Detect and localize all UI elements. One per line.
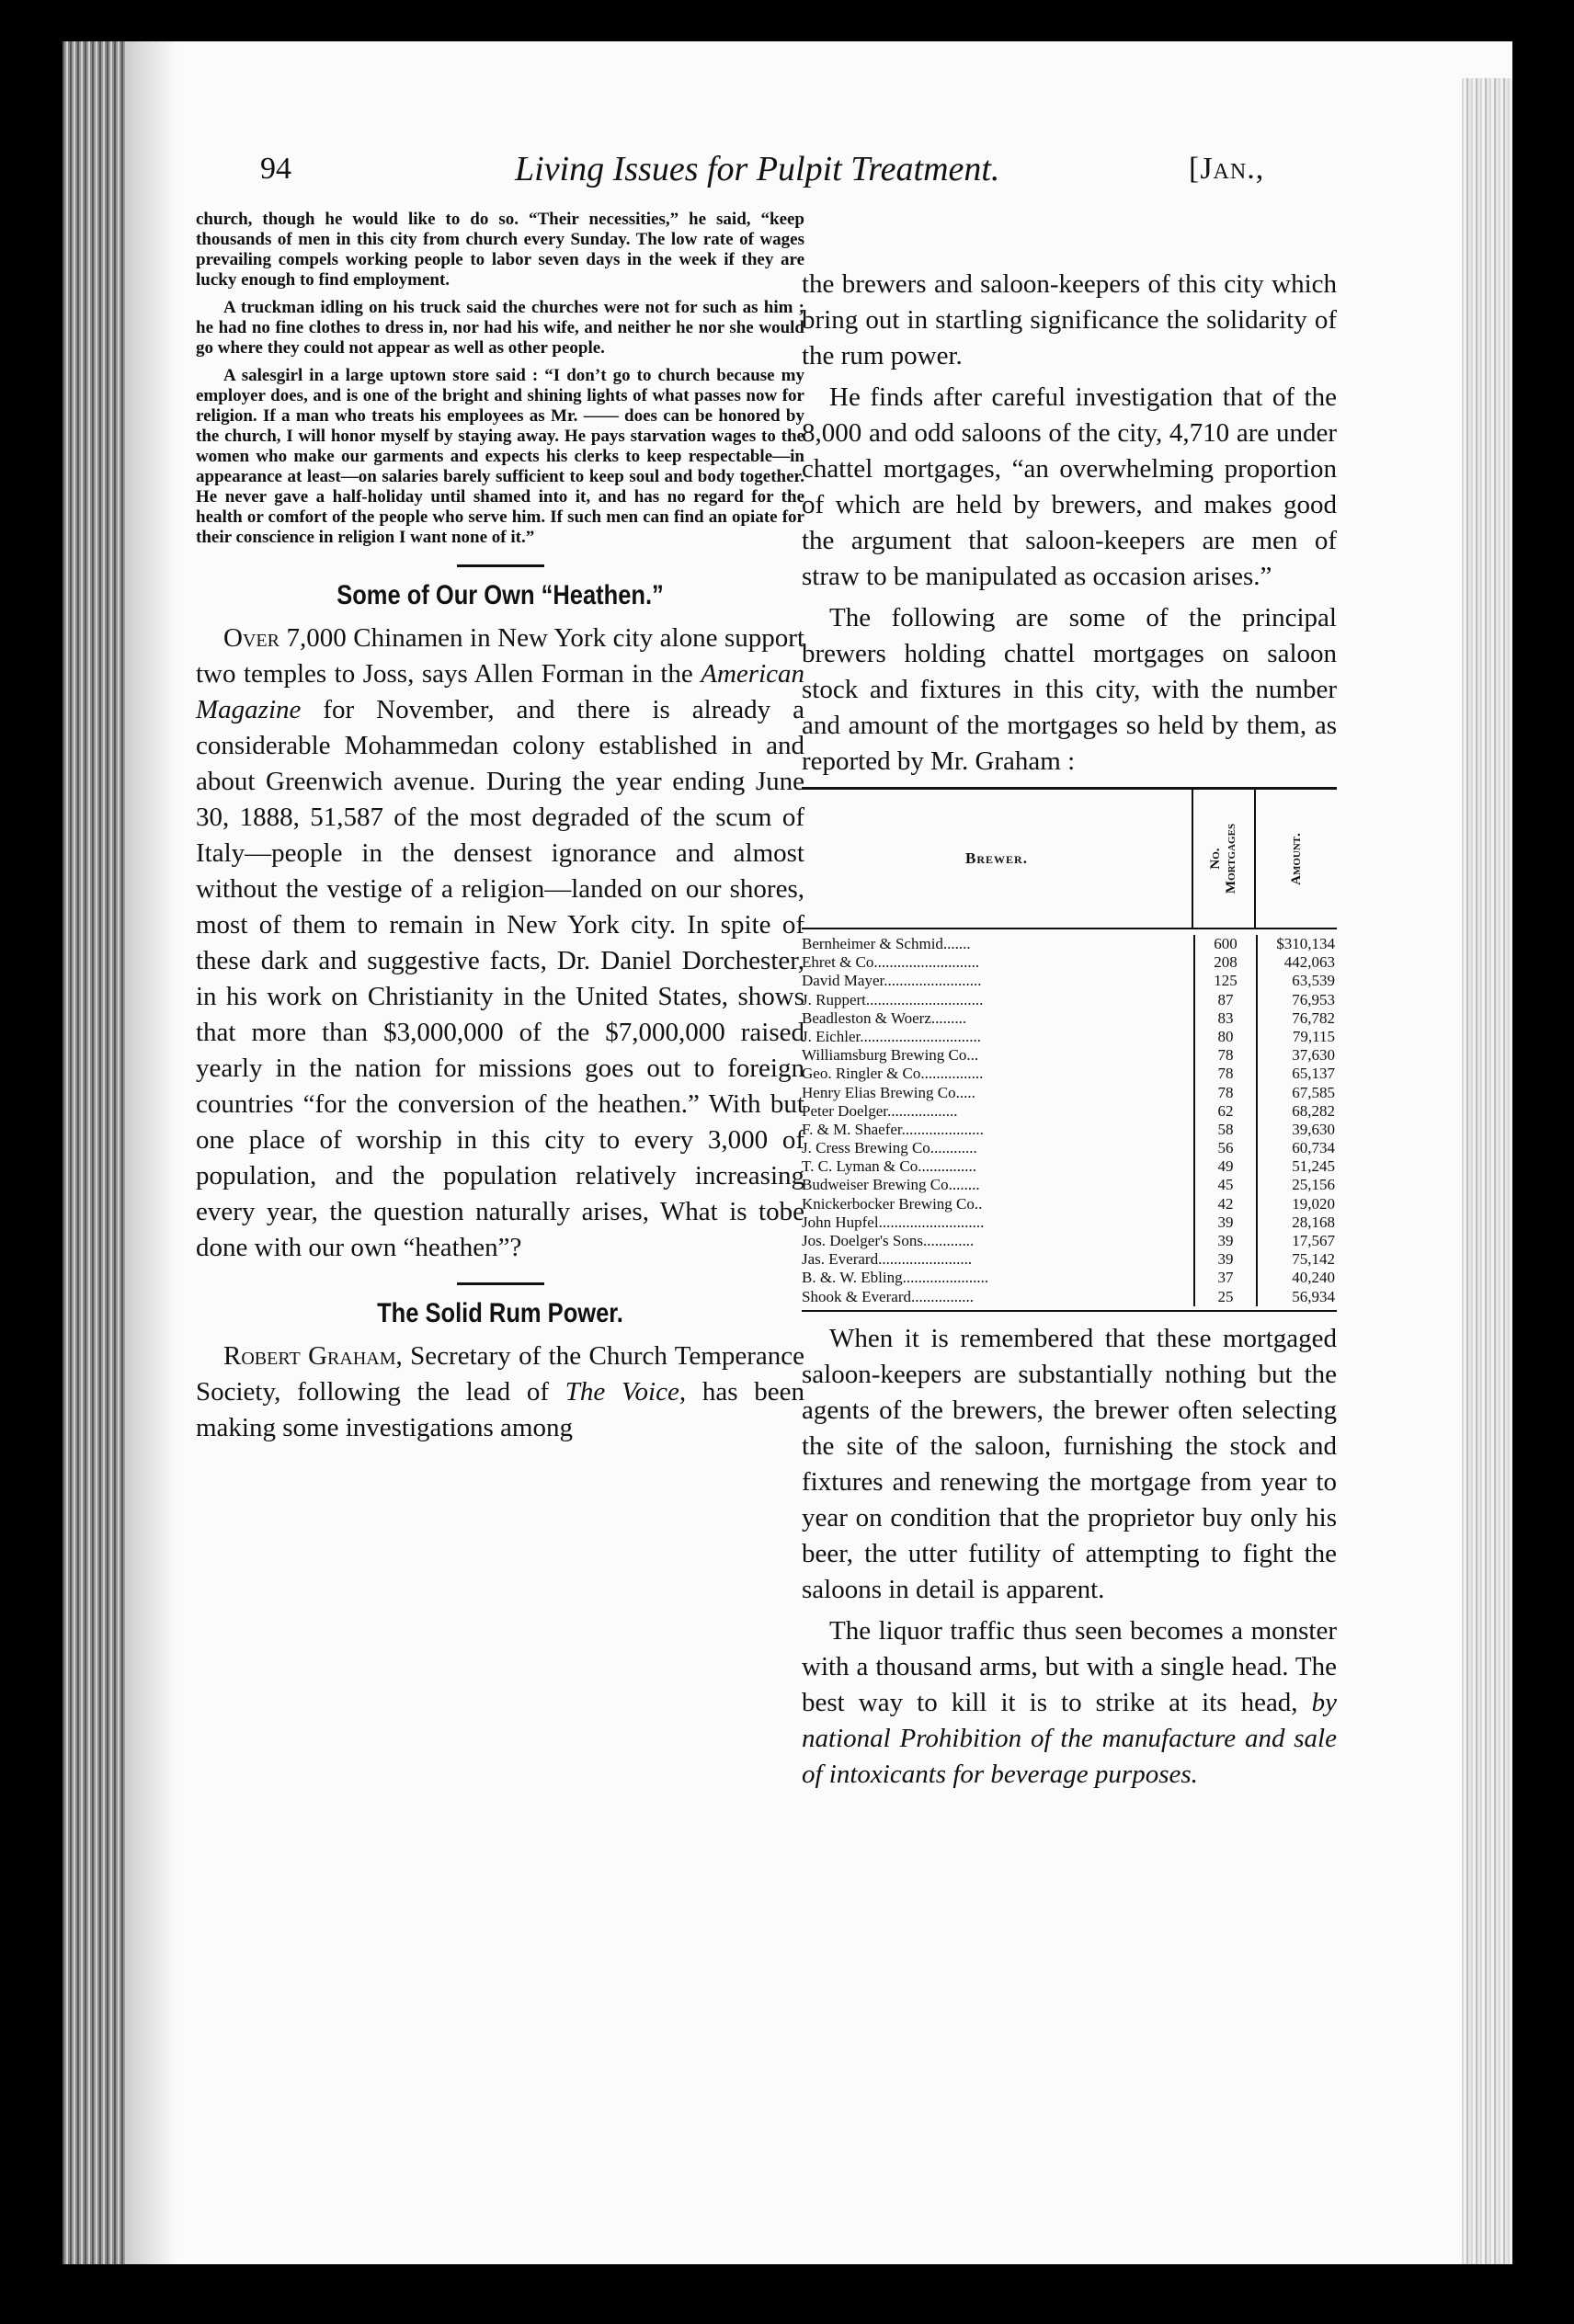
page-edges bbox=[1462, 78, 1512, 2264]
table-header bbox=[802, 790, 1337, 929]
right-column bbox=[802, 267, 1337, 1798]
running-date: [Jan., bbox=[1189, 152, 1265, 186]
section-divider bbox=[457, 564, 544, 567]
mortgage-count: 83 bbox=[1193, 1009, 1256, 1028]
table-row bbox=[802, 1157, 1337, 1176]
lead-word: Over bbox=[223, 623, 279, 653]
book-gutter bbox=[63, 41, 127, 2264]
brewer-name: J. Eichler............................... bbox=[802, 1027, 982, 1045]
text: has been making some investigations among bbox=[196, 1377, 804, 1442]
mortgage-amount: 37,630 bbox=[1256, 1046, 1337, 1065]
mortgage-amount: 28,168 bbox=[1256, 1213, 1337, 1232]
brewer-name: John Hupfel........................... bbox=[802, 1213, 985, 1231]
mortgage-count: 62 bbox=[1193, 1102, 1256, 1121]
paragraph: church, though he would like to do so. “Their necessities,” he said, “keep thousands of men in this city from church every Sunday. The low rate of wages prevailing compels working people to labor seven days in the week if they are lucky enough to find employment. bbox=[196, 210, 804, 290]
table-row bbox=[802, 1213, 1337, 1232]
paragraph bbox=[196, 621, 804, 1266]
text: Secretary of the Church Temperance Society, following the lead of bbox=[196, 1341, 804, 1407]
header-line: Amount. bbox=[1288, 832, 1304, 885]
table-row bbox=[802, 991, 1337, 1009]
mortgage-amount: 40,240 bbox=[1256, 1269, 1337, 1287]
mortgage-amount: 39,630 bbox=[1256, 1121, 1337, 1139]
paragraph: A truckman idling on his truck said the churches were not for such as him ; he had no fine clothes to dress in, nor had his wife, and neither he nor she would go where they could not appear as well as other people. bbox=[196, 298, 804, 358]
table-row bbox=[802, 1176, 1337, 1194]
mortgage-count: 78 bbox=[1193, 1084, 1256, 1102]
header-line: No. bbox=[1208, 848, 1223, 870]
mortgage-count: 87 bbox=[1193, 991, 1256, 1009]
mortgage-count: 56 bbox=[1193, 1139, 1256, 1157]
lead-word: Robert Graham, bbox=[223, 1341, 403, 1371]
text: 7,000 Chinamen in New York city alone support two temples to Joss, says Allen Forman in the bbox=[196, 623, 804, 689]
header-line: Mortgages bbox=[1224, 823, 1238, 894]
paragraph: He finds after careful investigation that of the 8,000 and odd saloons of the city, 4,710 are under chattel mortgages, “an overwhelming proportion of which are held by brewers, and makes good the argument that saloon-keepers are men of straw to be manipulated as occasion arises.” bbox=[802, 382, 1337, 591]
brewer-name: Williamsburg Brewing Co... bbox=[802, 1046, 979, 1065]
table-row bbox=[802, 935, 1337, 953]
brewer-name: T. C. Lyman & Co............... bbox=[802, 1157, 976, 1176]
mortgage-count: 42 bbox=[1193, 1195, 1256, 1213]
brewer-name: F. & M. Shaefer..................... bbox=[802, 1120, 984, 1138]
mortgage-amount: 67,585 bbox=[1256, 1084, 1337, 1102]
mortgage-count: 39 bbox=[1193, 1232, 1256, 1250]
italic-text: by national Prohibition of the manufacture and sale of intoxicants for beverage purposes. bbox=[802, 1687, 1337, 1789]
brewers-table bbox=[802, 787, 1337, 1312]
mortgage-count: 39 bbox=[1193, 1250, 1256, 1269]
italic-text: The Voice, bbox=[565, 1377, 687, 1407]
brewer-name: J. Ruppert.............................. bbox=[802, 990, 984, 1008]
brewer-name: Jos. Doelger's Sons............. bbox=[802, 1232, 975, 1249]
mortgage-count: 208 bbox=[1193, 953, 1256, 972]
mortgage-amount: 51,245 bbox=[1256, 1157, 1337, 1176]
brewer-name: David Mayer......................... bbox=[802, 972, 982, 990]
paragraph: When it is remembered that these mortgaged saloon-keepers are substantially nothing but the agents of the brewers, the brewer often selecting the site of the saloon, furnishing the stock and fixtures and renewing the mortgage from year to year on condition that the proprietor buy only his beer, the utter futility of attempting to fight the saloons in detail is apparent. bbox=[802, 1323, 1337, 1604]
brewer-name: Jas. Everard........................ bbox=[802, 1250, 973, 1269]
mortgage-amount: 68,282 bbox=[1256, 1102, 1337, 1121]
mortgage-count: 80 bbox=[1193, 1028, 1256, 1046]
table-body bbox=[802, 935, 1337, 1310]
brewer-name: Henry Elias Brewing Co..... bbox=[802, 1083, 975, 1101]
paragraph: the brewers and saloon-keepers of this city which bring out in startling significance the solidarity of the rum power. bbox=[802, 269, 1337, 370]
mortgage-amount: 56,934 bbox=[1256, 1288, 1337, 1306]
mortgage-count: 58 bbox=[1193, 1121, 1256, 1139]
column-header-amount bbox=[1254, 790, 1337, 928]
mortgage-count: 600 bbox=[1193, 935, 1256, 953]
mortgage-count: 78 bbox=[1193, 1046, 1256, 1065]
mortgage-count: 125 bbox=[1193, 972, 1256, 990]
table-row bbox=[802, 1065, 1337, 1083]
table-row bbox=[802, 953, 1337, 972]
section-divider bbox=[457, 1282, 544, 1285]
mortgage-amount: 63,539 bbox=[1256, 972, 1337, 990]
column-header-brewer: Brewer. bbox=[965, 849, 1028, 867]
mortgage-count: 78 bbox=[1193, 1065, 1256, 1083]
column-header-mortgages bbox=[1192, 790, 1254, 928]
mortgage-amount: 76,782 bbox=[1256, 1009, 1337, 1028]
text: The liquor traffic thus seen becomes a monster with a thousand arms, but with a single head. The best way to kill it is to strike at its head, bbox=[802, 1615, 1337, 1717]
brewer-name: Beadleston & Woerz......... bbox=[802, 1008, 967, 1027]
brewer-name: J. Cress Brewing Co............ bbox=[802, 1139, 977, 1157]
table-row bbox=[802, 1232, 1337, 1250]
brewer-name: Geo. Ringler & Co................ bbox=[802, 1065, 984, 1083]
table-row bbox=[802, 1028, 1337, 1046]
mortgage-amount: 25,156 bbox=[1256, 1176, 1337, 1194]
paragraph: A salesgirl in a large uptown store said : “I don’t go to church because my employer does, and is one of the bright and shining lights of what passes now for religion. If a man who treats his employees as Mr. —— does can be honored by the church, I will honor myself by staying away. He pays starvation wages to the women who make our garments and expects his clerks to keep respectable—in appearance at least—on salaries barely sufficient to keep soul and body together. He never gave a half-holiday until shamed into it, and has no regard for the health or comfort of the people who serve him. If such men can find an opiate for their conscience in religion I want none of it.” bbox=[196, 366, 804, 547]
mortgage-amount: 79,115 bbox=[1256, 1028, 1337, 1046]
italic-text: American Magazine bbox=[196, 659, 804, 724]
mortgage-amount: 17,567 bbox=[1256, 1232, 1337, 1250]
paragraph bbox=[802, 1613, 1337, 1793]
paragraph: The following are some of the principal brewers holding chattel mortgages on saloon stock and fixtures in this city, with the number and amount of the mortgages so held by them, as reported by Mr. Graham : bbox=[802, 603, 1337, 776]
mortgage-amount: 19,020 bbox=[1256, 1195, 1337, 1213]
left-column bbox=[196, 210, 804, 1452]
table-row bbox=[802, 1288, 1337, 1306]
gutter-shadow bbox=[127, 41, 177, 2264]
brewer-name: Ehret & Co........................... bbox=[802, 953, 980, 972]
mortgage-amount: 442,063 bbox=[1256, 953, 1337, 972]
section-heading: Some of Our Own “Heathen.” bbox=[336, 580, 664, 610]
mortgage-amount: $310,134 bbox=[1256, 935, 1337, 953]
brewer-name: Peter Doelger.................. bbox=[802, 1101, 958, 1120]
mortgage-amount: 60,734 bbox=[1256, 1139, 1337, 1157]
table-row bbox=[802, 1046, 1337, 1065]
table-row bbox=[802, 1195, 1337, 1213]
table-row bbox=[802, 1102, 1337, 1121]
paragraph bbox=[196, 1339, 804, 1446]
mortgage-count: 49 bbox=[1193, 1157, 1256, 1176]
mortgage-amount: 65,137 bbox=[1256, 1065, 1337, 1083]
brewer-name: Knickerbocker Brewing Co.. bbox=[802, 1194, 983, 1213]
table-row bbox=[802, 1250, 1337, 1269]
brewer-name: Budweiser Brewing Co........ bbox=[802, 1176, 980, 1194]
table-row bbox=[802, 1269, 1337, 1287]
table-row bbox=[802, 972, 1337, 990]
table-row bbox=[802, 1084, 1337, 1102]
page-number: 94 bbox=[260, 152, 291, 186]
section-heading: The Solid Rum Power. bbox=[377, 1298, 623, 1328]
table-row bbox=[802, 1139, 1337, 1157]
text: for November, and there is already a considerable Mohammedan colony established in and about Greenwich avenue. During the year ending June 30, 1888, 51,587 of the most degraded of the scum of Italy—people in the densest ignorance and almost without the vestige of a religion—landed on our shores, most of them to remain in New York city. In spite of these dark and suggestive facts, Dr. Daniel Dorchester, in his work on Christianity in the United States, shows that more than $3,000,000 of the $7,000,000 raised yearly in the nation for missions goes out to foreign countries “for the conversion of the heathen.” With but one place of worship in this city to every 3,000 of population, and the population relatively increasing every year, the question naturally arises, What is tobe done with our own “heathen”? bbox=[196, 695, 804, 1262]
brewer-name: Bernheimer & Schmid....... bbox=[802, 935, 971, 952]
table-row bbox=[802, 1009, 1337, 1028]
brewer-name: Shook & Everard................ bbox=[802, 1287, 974, 1305]
mortgage-amount: 75,142 bbox=[1256, 1250, 1337, 1269]
mortgage-count: 45 bbox=[1193, 1176, 1256, 1194]
running-title: Living Issues for Pulpit Treatment. bbox=[515, 150, 1000, 188]
mortgage-count: 39 bbox=[1193, 1213, 1256, 1232]
mortgage-count: 25 bbox=[1193, 1288, 1256, 1306]
table-row bbox=[802, 1121, 1337, 1139]
brewer-name: B. &. W. Ebling...................... bbox=[802, 1269, 989, 1287]
mortgage-amount: 76,953 bbox=[1256, 991, 1337, 1009]
mortgage-count: 37 bbox=[1193, 1269, 1256, 1287]
